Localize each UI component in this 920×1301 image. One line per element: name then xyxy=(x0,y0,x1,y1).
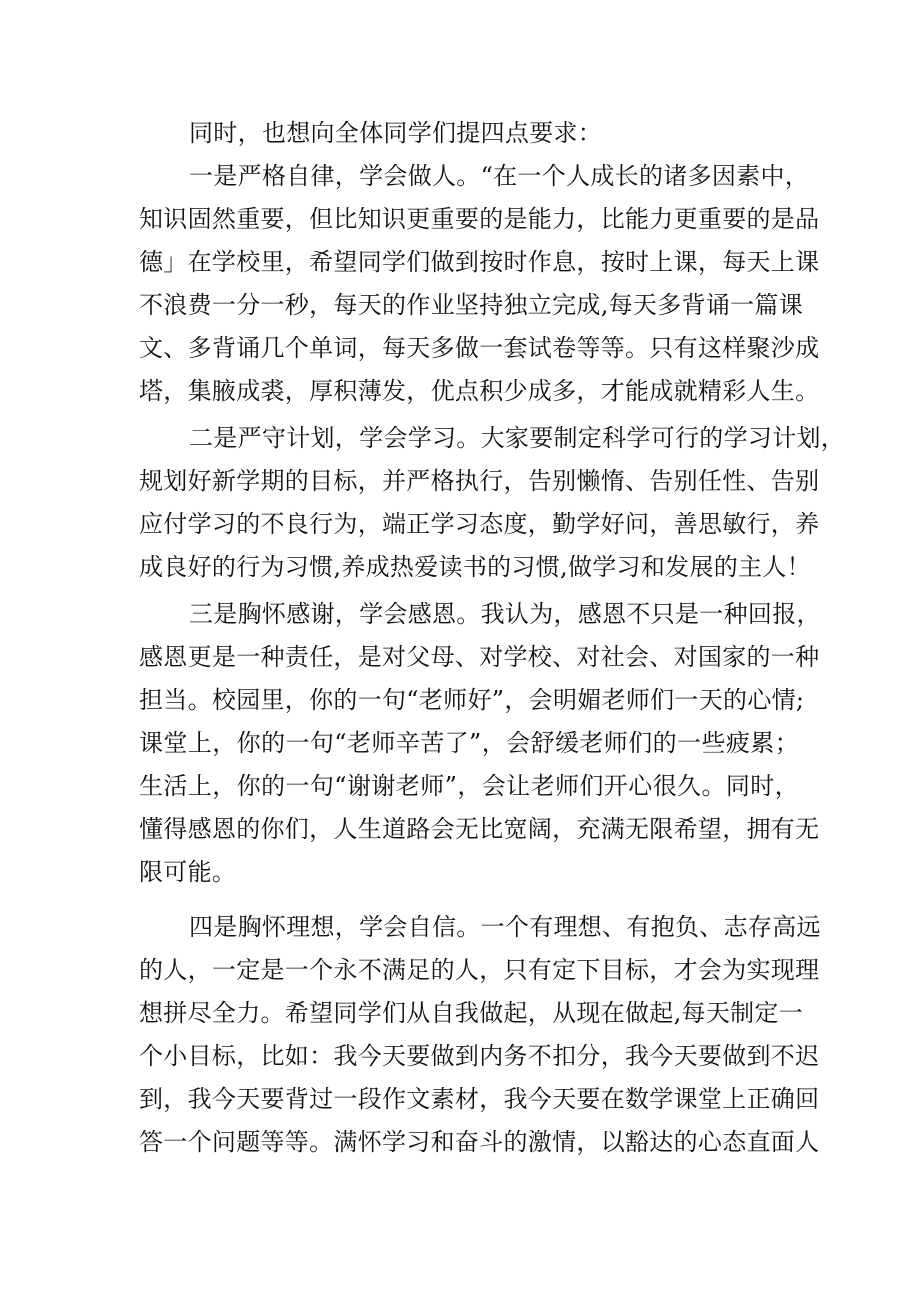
text-line: 文、多背诵几个单词，每天多做一套试卷等等。只有这样聚沙成 xyxy=(139,334,820,362)
text-line: 担当。校园里，你的一句“老师好”，会明媚老师们一天的心情; xyxy=(139,686,805,714)
text-line: 应付学习的不良行为，端正学习态度，勤学好问，善思敏行，养 xyxy=(139,510,820,538)
paragraph-ideals xyxy=(139,906,821,1164)
paragraph-intro xyxy=(139,112,799,155)
text-line: 想拼尽全力。希望同学们从自我做起，从现在做起,每天制定一 xyxy=(139,999,804,1027)
text-line: 德」在学校里，希望同学们做到按时作息，按时上课，每天上课 xyxy=(139,248,820,276)
text-line: 感恩更是一种责任，是对父母、对学校、对社会、对国家的一种 xyxy=(139,643,820,671)
text-line: 成良好的行为习惯,养成热爱读书的习惯,做学习和发展的主人！ xyxy=(139,553,811,581)
paragraph-self-discipline xyxy=(139,155,820,413)
text-line: 懂得感恩的你们，人生道路会无比宽阔，充满无限希望，拥有无 xyxy=(139,815,820,843)
text-line: 塔，集腋成裘，厚积薄发，优点积少成多，才能成就精彩人生。 xyxy=(139,377,820,405)
text-line: 知识固然重要，但比知识更重要的是能力，比能力更重要的是品 xyxy=(139,205,820,233)
text-line: 同时，也想向全体同学们提四点要求： xyxy=(189,119,603,147)
text-line: 规划好新学期的目标，并严格执行，告别懒惰、告别任性、告别 xyxy=(139,467,820,495)
text-line: 限可能。 xyxy=(139,858,237,886)
text-line: 生活上，你的一句“谢谢老师”，会让老师们开心很久。同时， xyxy=(139,772,799,800)
text-line: 个小目标，比如：我今天要做到内务不扣分，我今天要做到不迟 xyxy=(139,1042,820,1070)
text-line: 一是严格自律，学会做人。“在一个人成长的诸多因素中， xyxy=(189,162,810,190)
paragraph-gratitude xyxy=(139,593,821,894)
text-line: 四是胸怀理想，学会自信。一个有理想、有抱负、志存高远 xyxy=(189,913,821,941)
paragraph-study-plan xyxy=(139,417,846,589)
text-line: 不浪费一分一秒，每天的作业坚持独立完成,每天多背诵一篇课 xyxy=(139,291,804,319)
text-line: 课堂上，你的一句“老师辛苦了”，会舒缓老师们的一些疲累； xyxy=(139,729,799,757)
text-line: 二是严守计划，学会学习。大家要制定科学可行的学习计划， xyxy=(189,424,846,452)
document-body xyxy=(139,112,846,1164)
text-line: 三是胸怀感谢，学会感恩。我认为，感恩不只是一种回报， xyxy=(189,600,821,628)
text-line: 答一个问题等等。满怀学习和奋斗的激情，以豁达的心态直面人 xyxy=(139,1128,820,1156)
text-line: 的人，一定是一个永不满足的人，只有定下目标，才会为实现理 xyxy=(139,956,820,984)
text-line: 到，我今天要背过一段作文素材，我今天要在数学课堂上正确回 xyxy=(139,1085,820,1113)
